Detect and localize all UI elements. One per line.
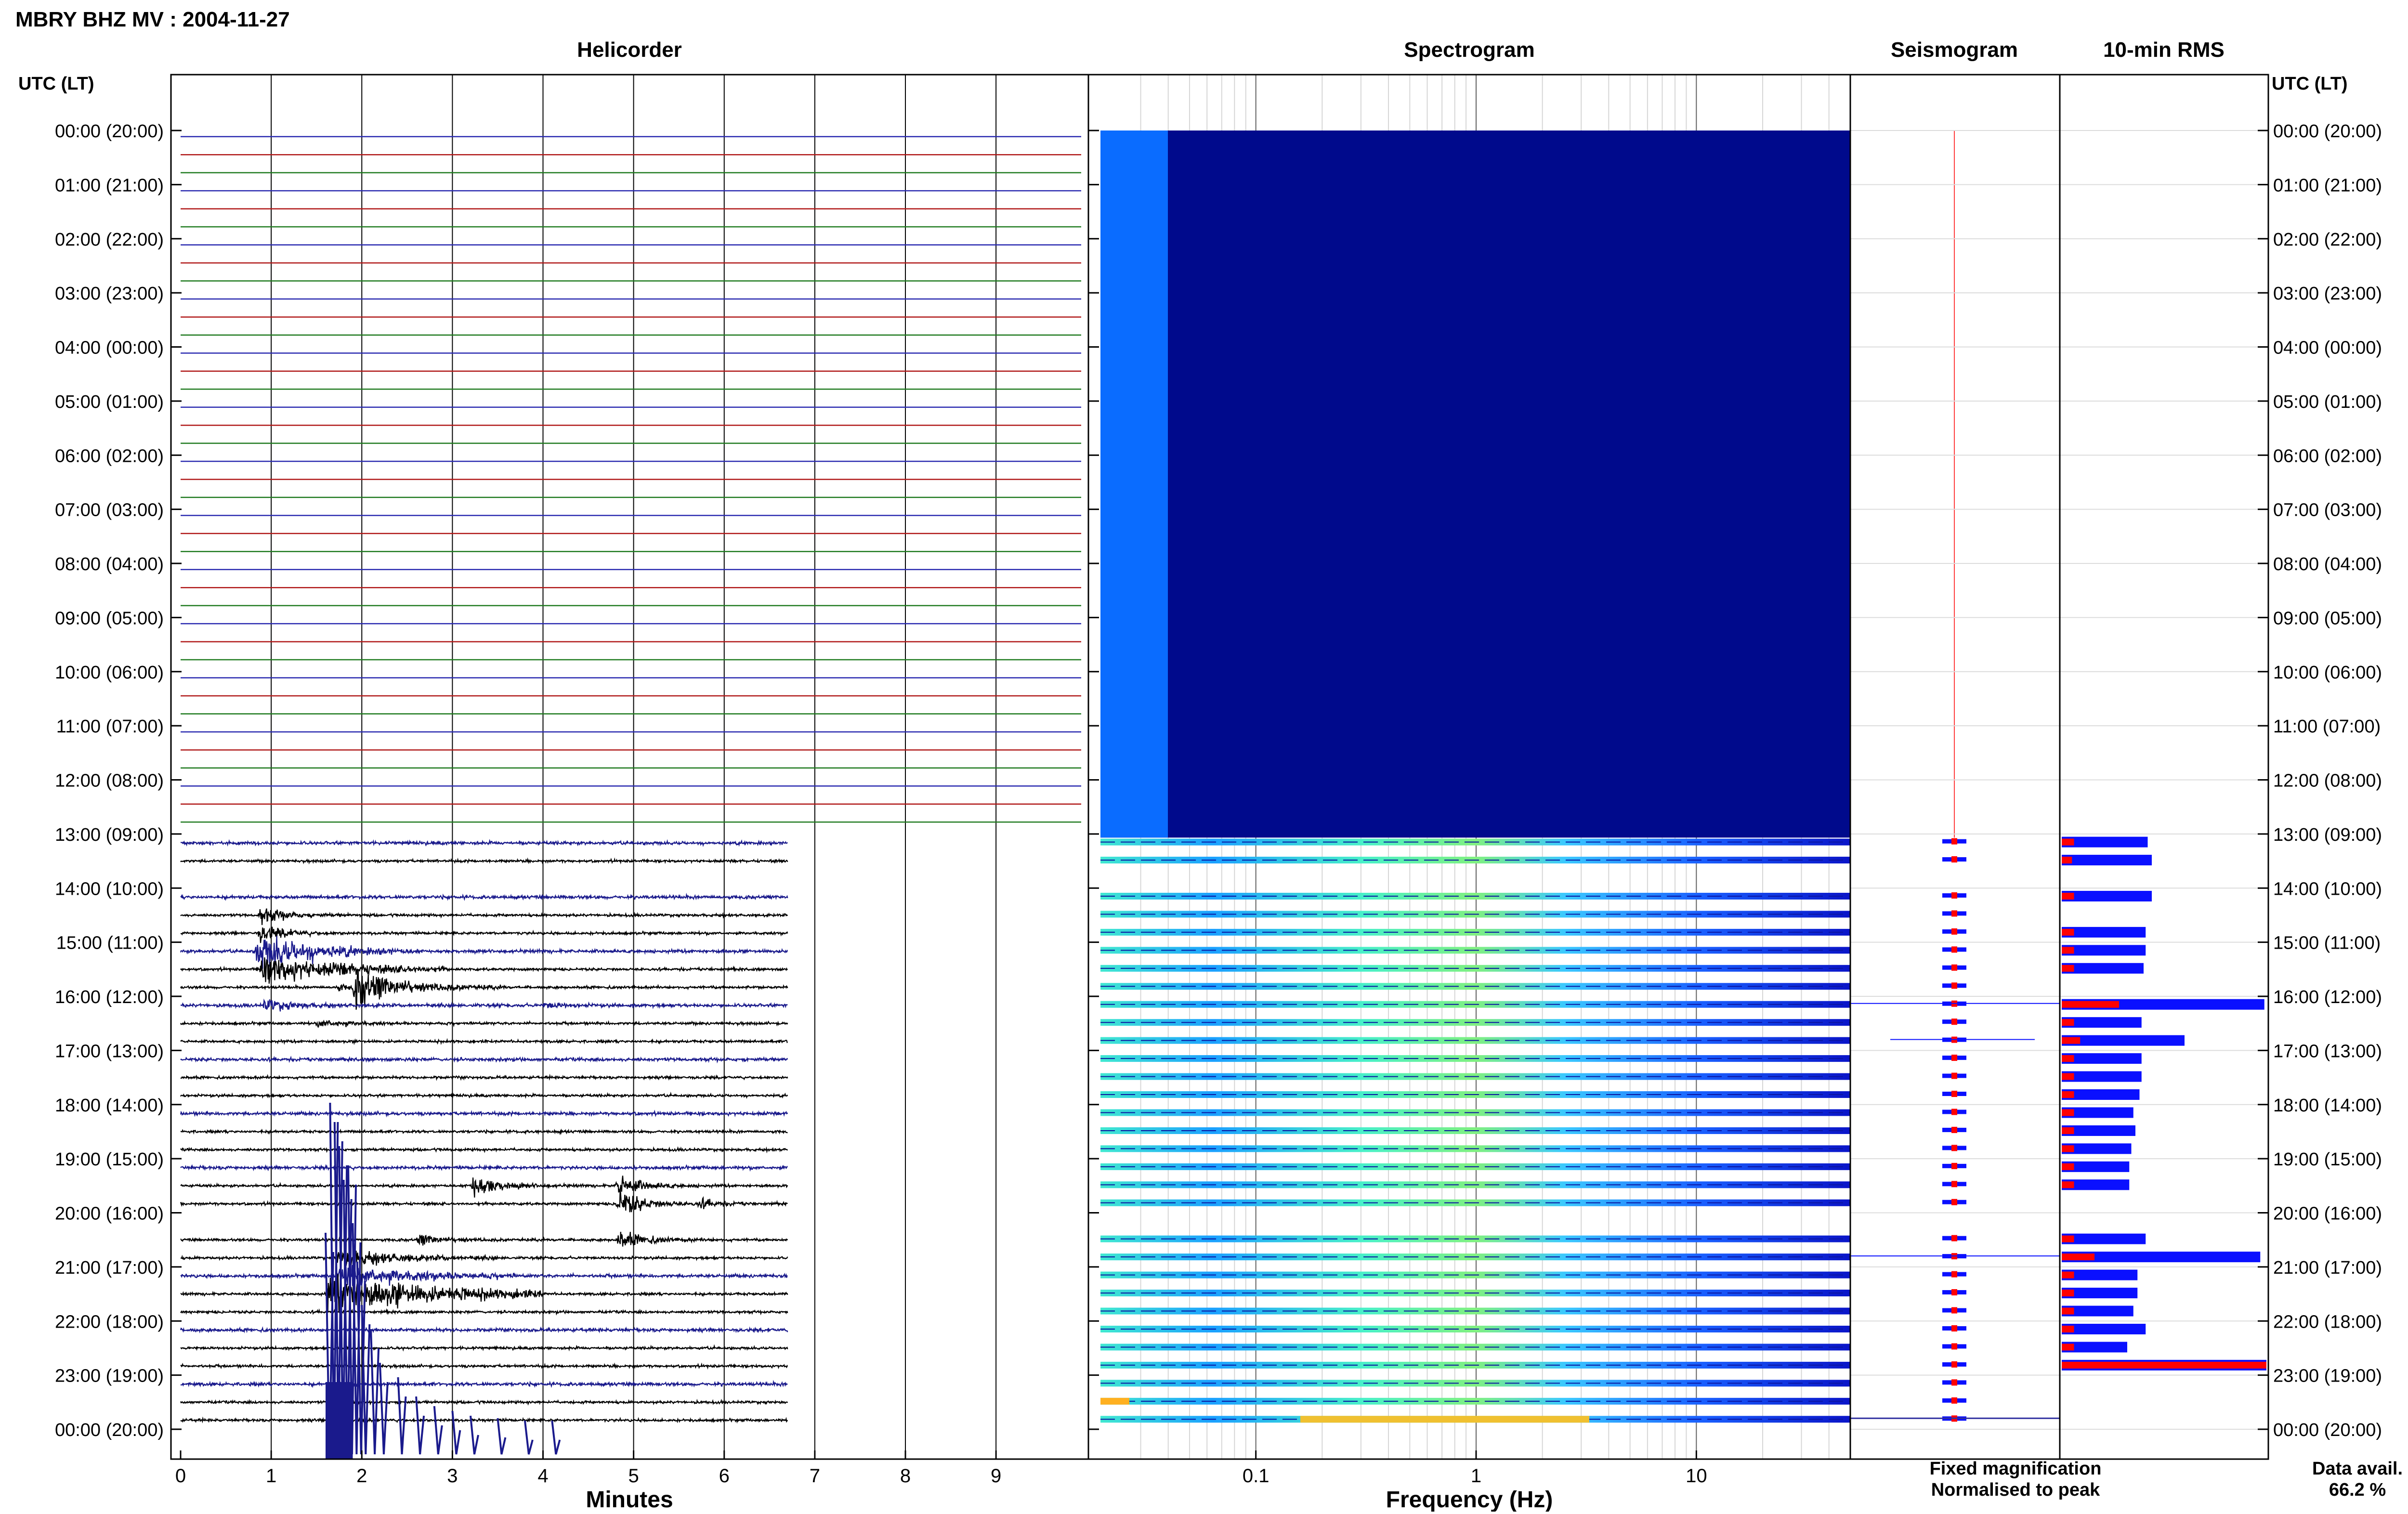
rms-bar-fixed (2062, 945, 2146, 955)
rms-bar-fixed (2062, 855, 2152, 865)
left-hour-label: 05:00 (01:00) (54, 392, 164, 412)
spectrogram-xlabel: Frequency (Hz) (1386, 1487, 1553, 1512)
rms-bar-normalised (2062, 839, 2074, 846)
left-hour-label: 01:00 (21:00) (54, 175, 164, 196)
seismogram-normalised-trace (1951, 1379, 1957, 1385)
helicorder-title: Helicorder (577, 38, 682, 62)
left-hour-label: 12:00 (08:00) (54, 770, 164, 791)
rms-bar-normalised (2062, 965, 2074, 972)
left-hour-label: 03:00 (23:00) (54, 284, 164, 304)
seismogram-normalised-trace (1951, 1163, 1957, 1169)
seismogram-normalised-trace (1951, 1181, 1957, 1187)
seismogram-normalised-trace (1951, 1289, 1957, 1295)
rms-bar-normalised (2062, 1163, 2074, 1170)
right-hour-label: 04:00 (00:00) (2273, 338, 2382, 358)
data-availability-value: 66.2 % (2329, 1480, 2386, 1500)
right-hour-label: 21:00 (17:00) (2273, 1257, 2382, 1278)
right-hour-label: 01:00 (21:00) (2273, 175, 2382, 196)
rms-title: 10-min RMS (2103, 38, 2225, 62)
minute-tick-label: 5 (628, 1465, 639, 1487)
right-hour-label: 08:00 (04:00) (2273, 554, 2382, 574)
rms-bar-normalised (2062, 1326, 2074, 1332)
right-hour-label: 11:00 (07:00) (2273, 717, 2381, 737)
rms-bar-fixed (2062, 1324, 2146, 1334)
spectrogram-panel (1100, 75, 1850, 1459)
rms-bar-normalised (2062, 1073, 2074, 1080)
seismogram-normalised-trace (1951, 1235, 1957, 1241)
minute-tick-label: 4 (537, 1465, 549, 1487)
frequency-tick-label: 1 (1470, 1465, 1482, 1487)
left-hour-label: 00:00 (20:00) (54, 1420, 164, 1440)
right-hour-label: 14:00 (10:00) (2273, 879, 2382, 900)
rms-bar-normalised (2062, 1037, 2080, 1044)
left-hour-label: 07:00 (03:00) (54, 500, 164, 521)
seismogram-normalised-trace (1951, 928, 1957, 935)
right-hour-label: 20:00 (16:00) (2273, 1203, 2382, 1224)
left-hour-label: 22:00 (18:00) (54, 1312, 164, 1332)
spectrogram-no-data-block (1100, 131, 1850, 837)
seismogram-normalised-trace (1951, 1307, 1957, 1314)
left-hour-label: 06:00 (02:00) (54, 446, 164, 467)
spectrogram-hot-spot (1100, 1398, 1129, 1405)
rms-bar-normalised (2062, 857, 2072, 863)
rms-bar-normalised (2062, 1091, 2074, 1098)
rms-bar-normalised (2062, 947, 2074, 953)
left-hour-label: 00:00 (20:00) (54, 121, 164, 142)
minute-tick-label: 0 (175, 1465, 186, 1487)
rms-bar-normalised (2062, 893, 2074, 900)
rms-bar-normalised (2062, 1181, 2074, 1188)
seismogram-title: Seismogram (1890, 38, 2018, 62)
helicorder-large-event (326, 1103, 560, 1454)
right-time-axis-label: UTC (LT) (2272, 74, 2348, 94)
rms-bar-fixed (2062, 891, 2152, 901)
right-hour-label: 09:00 (05:00) (2273, 608, 2382, 629)
rms-bar-normalised (2062, 1001, 2119, 1008)
legend-fixed-magnification: Fixed magnification (1929, 1459, 2102, 1479)
seismogram-normalised-trace (1951, 982, 1957, 989)
minute-tick-label: 9 (991, 1465, 1002, 1487)
seismogram-normalised-trace (1951, 965, 1957, 971)
helicorder-clipped-event (326, 1382, 353, 1459)
left-hour-label: 14:00 (10:00) (54, 879, 164, 900)
rms-bar-normalised (2062, 1290, 2074, 1296)
minute-tick-label: 6 (719, 1465, 730, 1487)
panel-frame (2060, 75, 2268, 1459)
rms-bar-normalised (2062, 1109, 2074, 1116)
frequency-tick-label: 0.1 (1242, 1465, 1269, 1487)
rms-panel (2062, 837, 2266, 1370)
left-hour-label: 23:00 (19:00) (54, 1366, 164, 1386)
left-hour-label: 09:00 (05:00) (54, 608, 164, 629)
data-availability-label: Data avail. (2312, 1459, 2403, 1479)
seismogram-normalised-trace (1951, 1343, 1957, 1349)
right-hour-label: 22:00 (18:00) (2273, 1312, 2382, 1332)
seismogram-normalised-trace (1951, 856, 1957, 862)
helicorder-panel (181, 75, 1081, 1459)
rms-bar-normalised (2062, 1308, 2074, 1315)
minute-tick-label: 7 (809, 1465, 820, 1487)
seismogram-normalised-trace (1951, 946, 1957, 953)
left-hour-label: 20:00 (16:00) (54, 1203, 164, 1224)
left-hour-label: 16:00 (12:00) (54, 987, 164, 1007)
rms-bar-normalised (2062, 1055, 2074, 1062)
left-time-axis-label: UTC (LT) (18, 74, 94, 94)
left-hour-label: 08:00 (04:00) (54, 554, 164, 574)
right-hour-label: 03:00 (23:00) (2273, 284, 2382, 304)
right-hour-label: 06:00 (02:00) (2273, 446, 2382, 467)
right-hour-label: 12:00 (08:00) (2273, 770, 2382, 791)
seismogram-normalised-trace (1951, 1199, 1957, 1205)
right-hour-label: 23:00 (19:00) (2273, 1366, 2382, 1386)
minute-tick-label: 2 (356, 1465, 367, 1487)
rms-bar-normalised (2062, 1253, 2094, 1260)
right-hour-label: 16:00 (12:00) (2273, 987, 2382, 1007)
spectrogram-hot-spot (1300, 1416, 1589, 1423)
left-hour-label: 21:00 (17:00) (54, 1257, 164, 1278)
minute-tick-label: 8 (900, 1465, 911, 1487)
right-hour-label: 10:00 (06:00) (2273, 662, 2382, 683)
spectrogram-low-frequency-band (1100, 131, 1168, 837)
left-hour-label: 04:00 (00:00) (54, 338, 164, 358)
right-hour-label: 05:00 (01:00) (2273, 392, 2382, 412)
rms-bar-normalised (2062, 1019, 2074, 1026)
left-hour-label: 10:00 (06:00) (54, 662, 164, 683)
seismogram-normalised-trace (1951, 1091, 1957, 1097)
left-hour-label: 18:00 (14:00) (54, 1095, 164, 1116)
seismogram-normalised-trace (1951, 1145, 1957, 1151)
left-hour-label: 19:00 (15:00) (54, 1149, 164, 1170)
right-hour-label: 18:00 (14:00) (2273, 1095, 2382, 1116)
rms-bar-normalised (2062, 1272, 2074, 1279)
seismogram-normalised-trace (1951, 1397, 1957, 1404)
seismogram-normalised-trace (1951, 892, 1957, 899)
left-hour-label: 13:00 (09:00) (54, 824, 164, 845)
left-hour-label: 11:00 (07:00) (56, 717, 164, 737)
rms-bar-normalised (2062, 1344, 2074, 1350)
legend-normalised-to-peak: Normalised to peak (1931, 1480, 2100, 1500)
frequency-tick-label: 10 (1686, 1465, 1707, 1487)
right-hour-label: 13:00 (09:00) (2273, 824, 2382, 845)
left-hour-label: 15:00 (11:00) (56, 933, 164, 953)
right-hour-label: 00:00 (20:00) (2273, 1420, 2382, 1440)
minute-tick-label: 3 (447, 1465, 458, 1487)
right-hour-label: 02:00 (22:00) (2273, 229, 2382, 250)
seismogram-normalised-trace (1951, 1361, 1957, 1368)
rms-bar-fixed (2062, 1234, 2146, 1244)
rms-bar-normalised (2062, 1362, 2266, 1369)
helicorder-xlabel: Minutes (586, 1487, 673, 1512)
rms-bar-fixed (2062, 927, 2146, 938)
minute-tick-label: 1 (266, 1465, 277, 1487)
right-hour-label: 15:00 (11:00) (2273, 933, 2381, 953)
rms-bar-normalised (2062, 929, 2074, 936)
rms-bar-fixed (2062, 837, 2148, 848)
seismogram-normalised-trace (1951, 1018, 1957, 1025)
seismogram-normalised-trace (1951, 1325, 1957, 1331)
right-hour-label: 07:00 (03:00) (2273, 500, 2382, 521)
left-hour-label: 17:00 (13:00) (54, 1041, 164, 1062)
seismogram-normalised-trace (1951, 1127, 1957, 1133)
right-hour-label: 19:00 (15:00) (2273, 1149, 2382, 1170)
right-hour-label: 17:00 (13:00) (2273, 1041, 2382, 1062)
seismogram-normalised-trace (1951, 1055, 1957, 1061)
panel-frame (171, 75, 1088, 1459)
rms-bar-normalised (2062, 1127, 2074, 1134)
rms-bar-normalised (2062, 1236, 2074, 1242)
rms-bar-normalised (2062, 1145, 2074, 1152)
figure-title: MBRY BHZ MV : 2004-11-27 (15, 8, 290, 31)
seismogram-normalised-trace (1951, 910, 1957, 916)
seismogram-normalised-trace (1951, 1073, 1957, 1079)
spectrogram-title: Spectrogram (1404, 38, 1535, 62)
right-hour-label: 00:00 (20:00) (2273, 121, 2382, 142)
panel-frame (1850, 75, 2060, 1459)
seismogram-normalised-trace (1951, 1109, 1957, 1115)
seismogram-normalised-trace (1951, 838, 1957, 845)
seismogram-normalised-trace (1951, 1271, 1957, 1278)
seismogram-panel (1850, 131, 2060, 1422)
left-hour-label: 02:00 (22:00) (54, 229, 164, 250)
